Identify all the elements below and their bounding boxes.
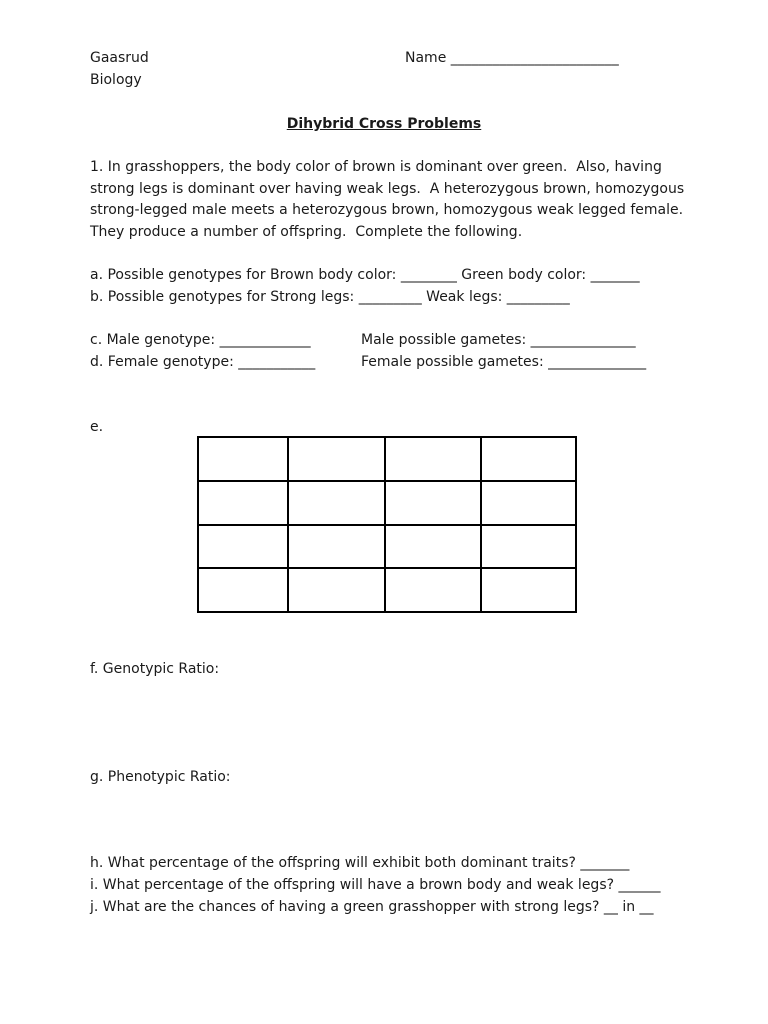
- punnett-cell: [198, 525, 288, 569]
- punnett-cell: [198, 481, 288, 525]
- punnett-square: [197, 436, 577, 613]
- question-b: b. Possible genotypes for Strong legs: _________ Weak legs: _________: [90, 289, 570, 305]
- question-e: e.: [90, 419, 104, 435]
- question-i: i. What percentage of the offspring will have a brown body and weak legs? ______: [90, 877, 661, 893]
- problem-line: strong legs is dominant over having weak legs. A heterozygous brown, homozygous: [90, 181, 685, 197]
- punnett-cell: [385, 568, 481, 612]
- punnett-cell: [385, 437, 481, 481]
- question-f: f. Genotypic Ratio:: [90, 661, 220, 677]
- punnett-cell: [288, 437, 385, 481]
- question-g: g. Phenotypic Ratio:: [90, 769, 231, 785]
- question-d: d. Female genotype: ___________: [90, 354, 316, 370]
- punnett-cell: [481, 525, 576, 569]
- question-j: j. What are the chances of having a green grasshopper with strong legs? __ in __: [90, 899, 654, 915]
- worksheet-title: Dihybrid Cross Problems: [286, 116, 482, 132]
- punnett-cell: [481, 568, 576, 612]
- punnett-cell: [481, 481, 576, 525]
- punnett-cell: [198, 568, 288, 612]
- punnett-row: [198, 437, 576, 481]
- punnett-row: [198, 481, 576, 525]
- question-c-gametes: Male possible gametes: _______________: [361, 332, 636, 348]
- question-c: c. Male genotype: _____________: [90, 332, 311, 348]
- problem-line: They produce a number of offspring. Complete the following.: [90, 224, 523, 240]
- problem-line: strong-legged male meets a heterozygous brown, homozygous weak legged female.: [90, 202, 684, 218]
- punnett-row: [198, 568, 576, 612]
- punnett-cell: [385, 525, 481, 569]
- punnett-cell: [288, 481, 385, 525]
- question-h: h. What percentage of the offspring will exhibit both dominant traits? _______: [90, 855, 630, 871]
- punnett-cell: [385, 481, 481, 525]
- punnett-cell: [198, 437, 288, 481]
- question-d-gametes: Female possible gametes: ______________: [361, 354, 647, 370]
- question-a: a. Possible genotypes for Brown body color: ________ Green body color: _______: [90, 267, 640, 283]
- teacher-name: Gaasrud: [90, 50, 149, 66]
- punnett-row: [198, 525, 576, 569]
- problem-line: 1. In grasshoppers, the body color of brown is dominant over green. Also, having: [90, 159, 662, 175]
- punnett-cell: [288, 525, 385, 569]
- student-name-field: Name ________________________: [405, 50, 619, 66]
- course-name: Biology: [90, 72, 142, 88]
- punnett-cell: [481, 437, 576, 481]
- punnett-cell: [288, 568, 385, 612]
